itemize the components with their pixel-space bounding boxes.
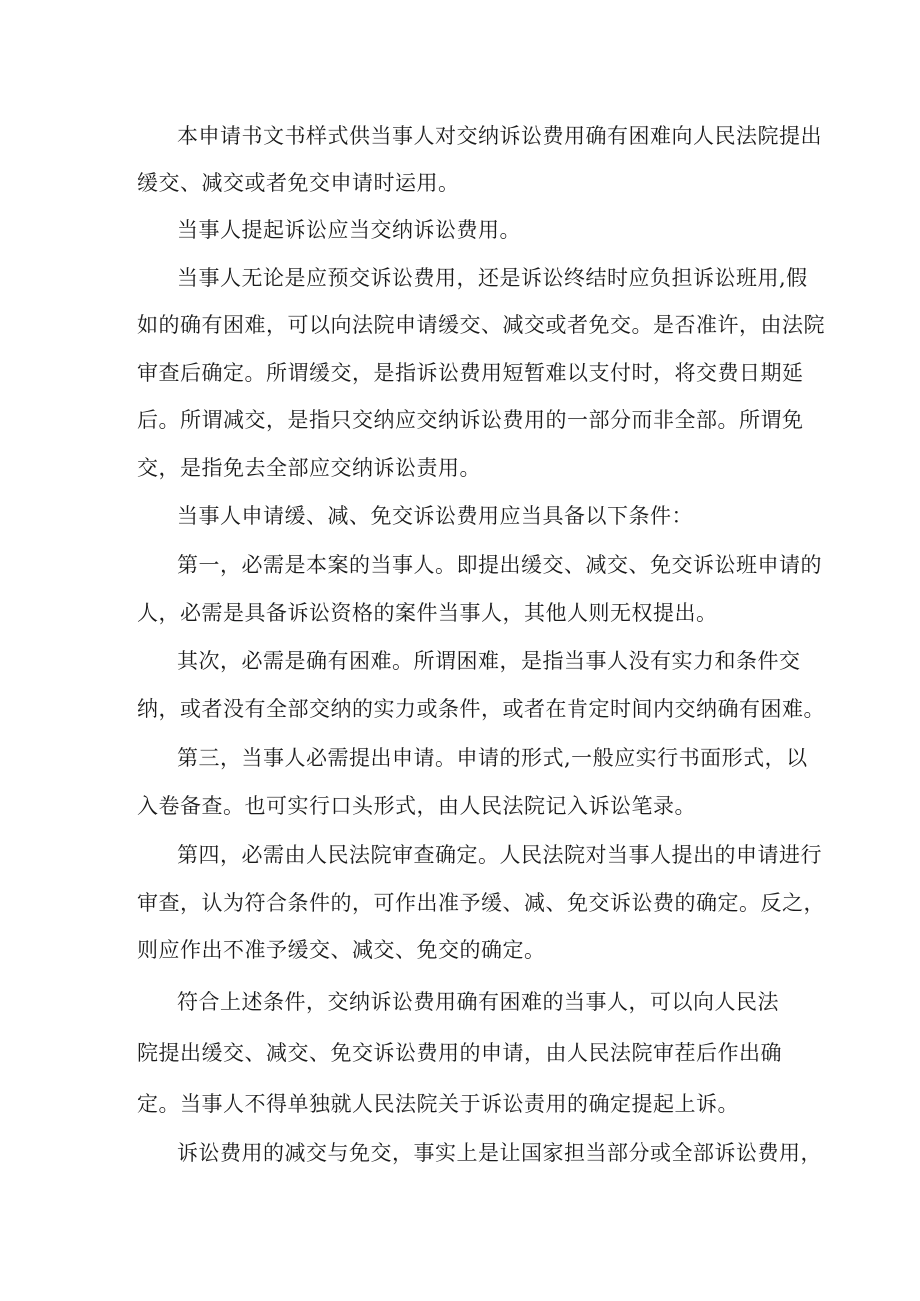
text-line: 当事人申请缓、减、免交诉讼费用应当具备以下条件： — [177, 504, 693, 528]
text-line: 后。所谓减交，是指只交纳应交纳诉讼费用的一部分而非全部。所谓免 — [137, 408, 804, 432]
text-line: 第四，必需由人民法院审查确定。人民法院对当事人提出的申请进行 — [177, 843, 822, 867]
text-line: 入卷备查。也可实行口头形式，由人民法院记入诉讼笔录。 — [137, 794, 696, 818]
text-line: 第一，必需是本案的当事人。即提出缓交、减交、免交诉讼班申请的 — [177, 553, 822, 577]
text-line: 其次，必需是确有困难。所谓困难，是指当事人没有实力和条件交 — [177, 649, 801, 673]
text-line: 第三，当事人必需提出申请。申请的形式,一般应实行书面形式，以 — [177, 746, 808, 770]
text-line: 缓交、减交或者免交申请时运用。 — [137, 171, 460, 195]
text-line: 纳，或者没有全部交纳的实力或条件，或者在肯定时间内交纳确有困难。 — [137, 697, 825, 721]
text-line: 本申请书文书样式供当事人对交纳诉讼费用确有困难向人民法院提出 — [177, 124, 822, 148]
text-line: 则应作出不准予缓交、减交、免交的确定。 — [137, 938, 546, 962]
text-line: 诉讼费用的减交与免交，事实上是让国家担当部分或全部诉讼费用， — [177, 1141, 822, 1165]
text-line: 如的确有困难，可以向法院申请缓交、减交或者免交。是否准许，由法院 — [137, 313, 825, 337]
text-line: 符合上述条件，交纳诉讼费用确有困难的当事人，可以向人民法 — [177, 990, 779, 1014]
text-line: 交，是指免去全部应交纳诉讼责用。 — [137, 456, 481, 480]
text-line: 人，必需是具备诉讼资格的案件当事人，其他人则无权提出。 — [137, 601, 718, 625]
text-line: 审查，认为符合条件的，可作出准予缓、减、免交诉讼费的确定。反之， — [137, 891, 825, 915]
text-line: 当事人提起诉讼应当交纳诉讼费用。 — [177, 218, 521, 242]
text-line: 审查后确定。所谓缓交，是指诉讼费用短暂难以支付时，将交费日期延 — [137, 361, 804, 385]
text-line: 定。当事人不得单独就人民法院关于诉讼责用的确定提起上诉。 — [137, 1092, 739, 1116]
text-line: 院提出缓交、减交、免交诉讼费用的申请，由人民法院审茬后作出确 — [137, 1041, 782, 1065]
text-line: 当事人无论是应预交诉讼费用，还是诉讼终结时应负担诉讼班用,假 — [177, 266, 808, 290]
